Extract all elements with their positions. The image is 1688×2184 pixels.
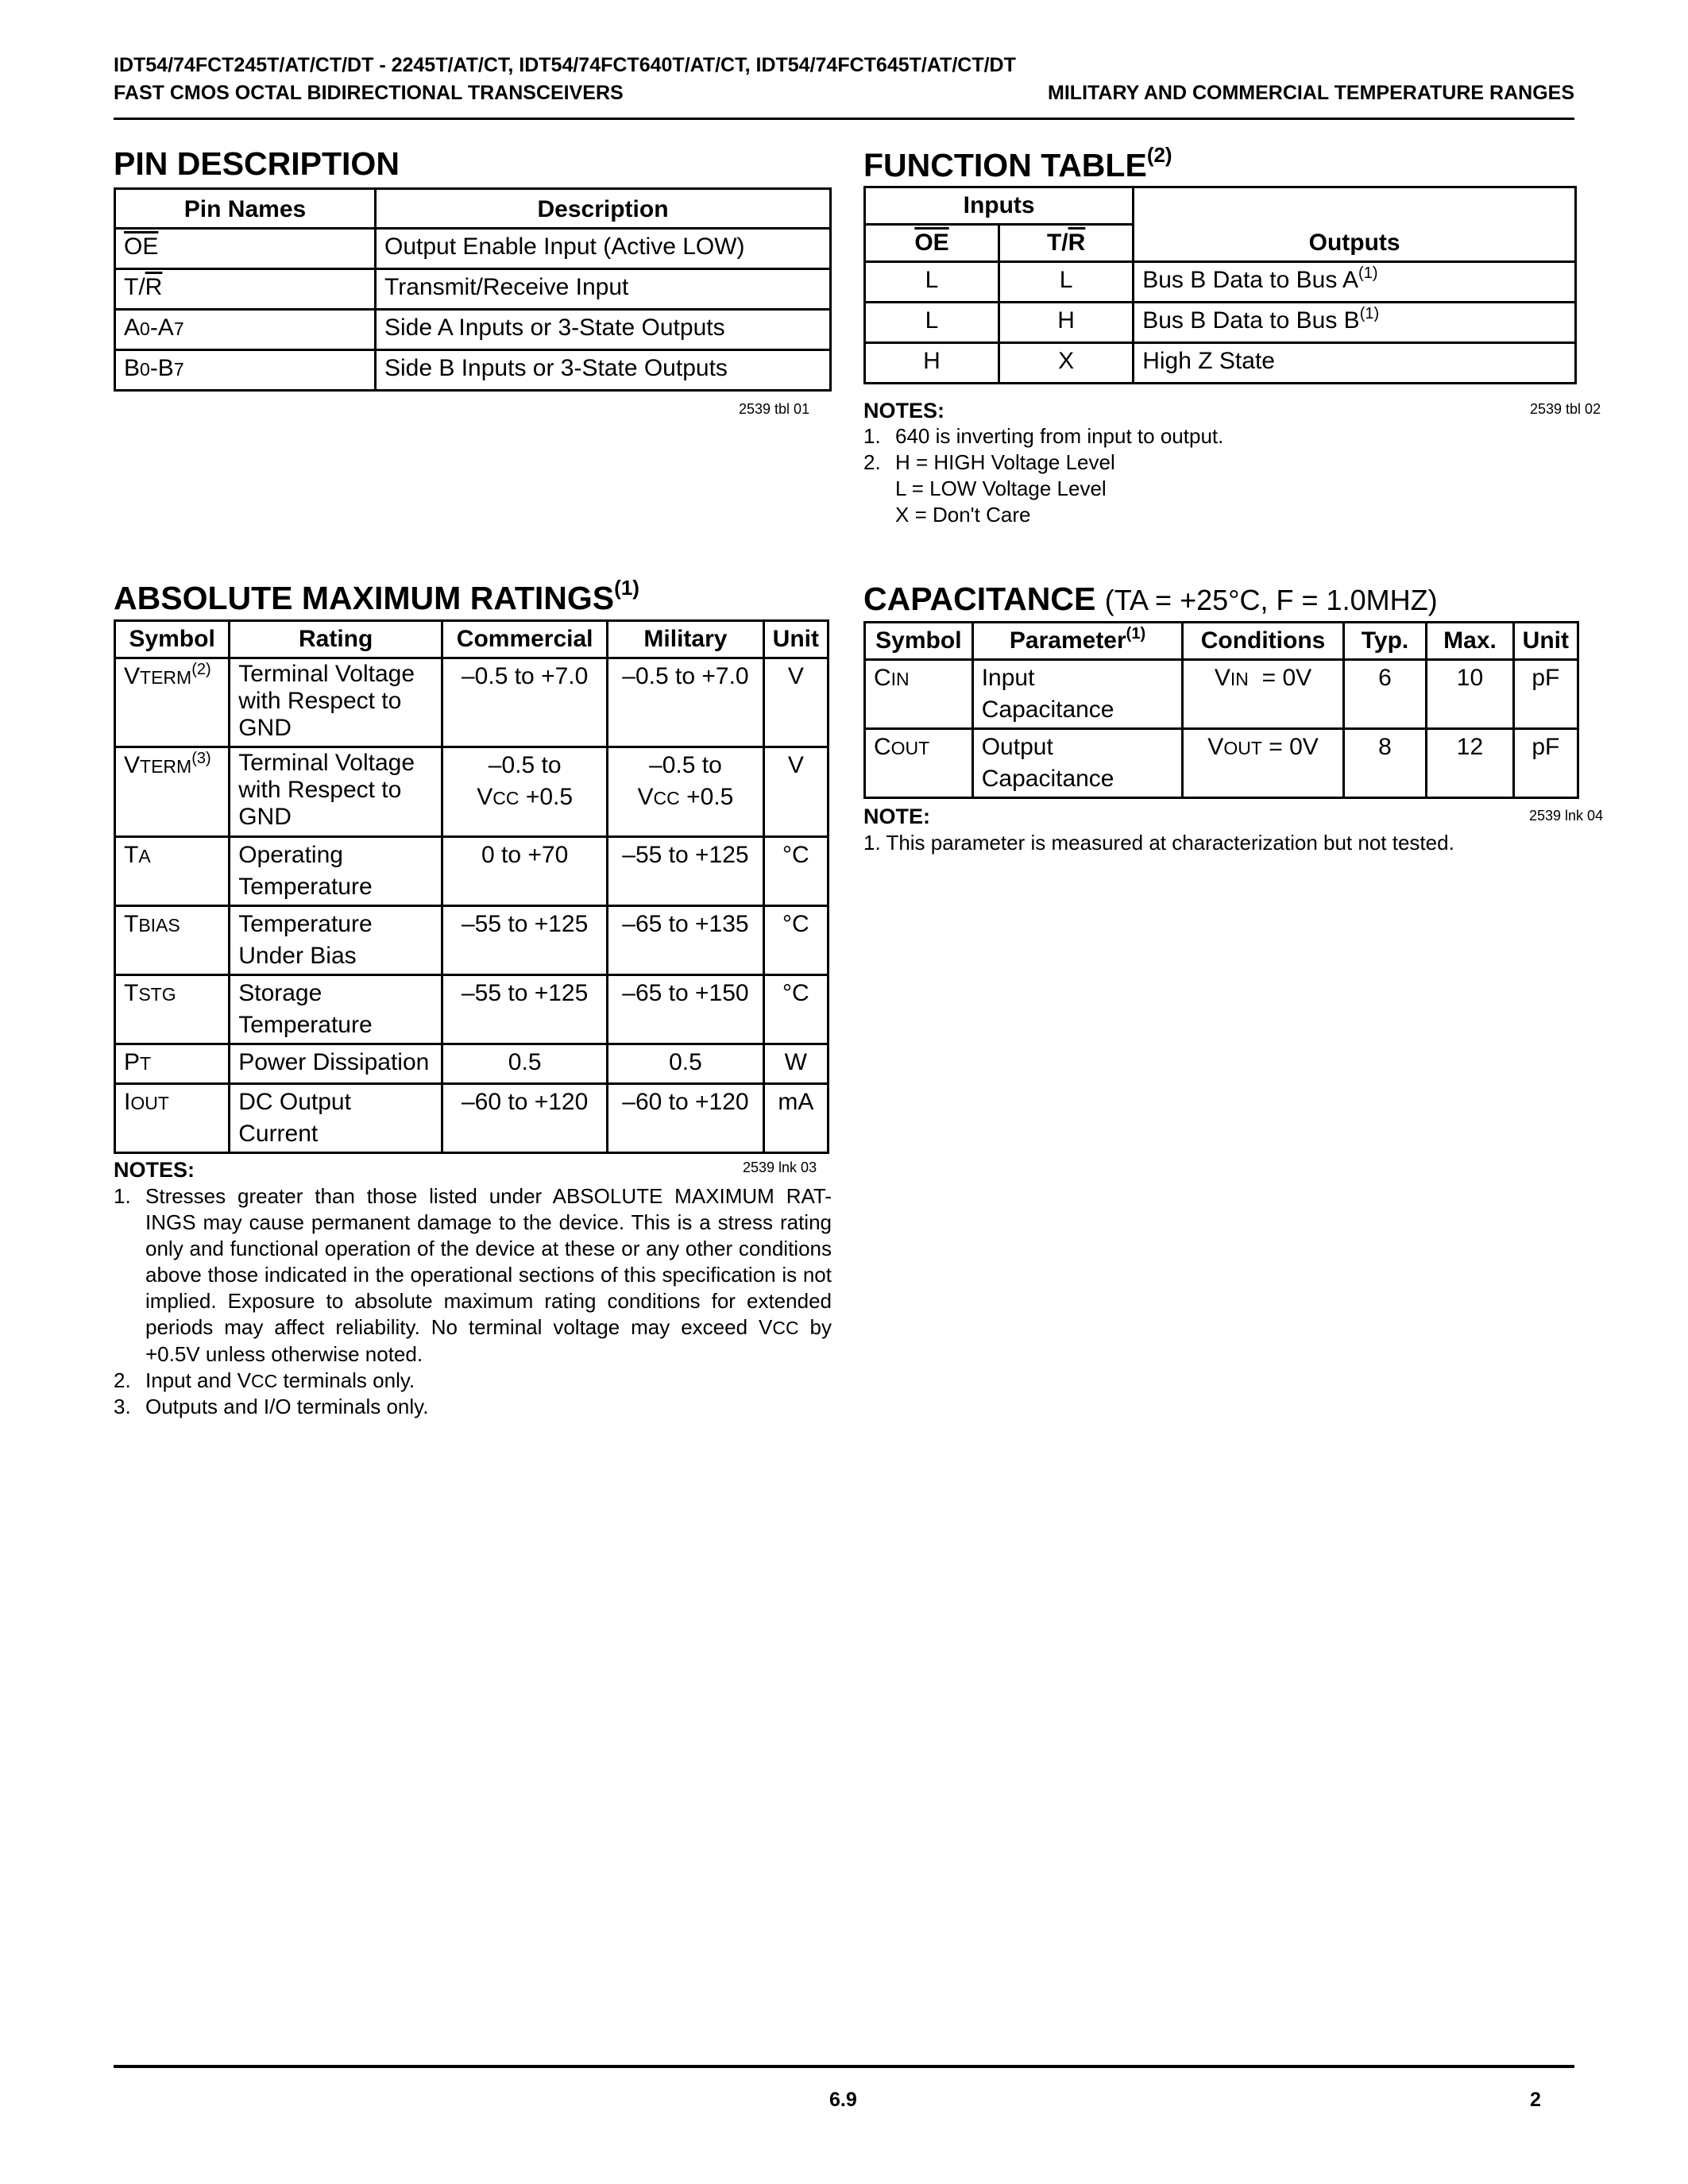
pin-description: Side B Inputs or 3-State Outputs bbox=[376, 350, 831, 391]
cell-output: Bus B Data to Bus $A^{(1)}$ bbox=[1134, 262, 1576, 303]
table-row bbox=[865, 343, 1576, 384]
pin-name: $T/\overline{R}$ bbox=[115, 269, 376, 310]
col-header-conditions: Conditions bbox=[1183, 623, 1343, 660]
cell-symbol: PT bbox=[115, 1044, 230, 1084]
cell-military: –65 to +135 bbox=[608, 906, 763, 975]
cell-rating: DC Output Current bbox=[230, 1084, 442, 1153]
cell-unit: V bbox=[763, 747, 828, 837]
cell-unit: V bbox=[763, 658, 828, 747]
col-header-description: Description bbox=[376, 189, 831, 229]
cell-commercial: –0.5 to +7.0 bbox=[442, 658, 608, 747]
pin-description-title: PIN DESCRIPTION bbox=[114, 145, 400, 182]
cell-output: Bus B Data to Bus $B^{(1)}$ bbox=[1134, 303, 1576, 343]
pin-description: Output Enable Input (Active LOW) bbox=[376, 229, 831, 269]
function-notes-heading: NOTES: bbox=[863, 399, 945, 423]
abs-max-note-1: 1. Stresses greater than those listed under ABSOLUTE MAXIMUM RAT-INGS may cause permanent damage to the device. This is a stress rating only and functional operation of the device at these or any other conditions above those indicated in the operational sections of this specification is not implied. Exposure to absolute maximum rating conditions for extended periods may affect reliability. No terminal voltage may exceed VCC by +0.5V unless otherwise noted. bbox=[114, 1184, 832, 1366]
capacitance-note-1: 1. This parameter is measured at characterization but not tested. bbox=[863, 831, 1454, 855]
table-row bbox=[115, 229, 831, 269]
cell-conditions: VOUT = 0V bbox=[1183, 729, 1343, 798]
cell-typ: 6 bbox=[1343, 660, 1427, 729]
pin-name: $\overline{OE}$ bbox=[124, 233, 159, 260]
table-row bbox=[115, 350, 831, 391]
function-note-2-line-2: L = LOW Voltage Level bbox=[895, 477, 1107, 500]
pin-description: Transmit/Receive Input bbox=[376, 269, 831, 310]
table-row bbox=[115, 1084, 829, 1153]
abs-max-title: ABSOLUTE MAXIMUM RATINGS$^{(1)}$ bbox=[114, 576, 639, 616]
pin-description-table bbox=[114, 187, 832, 392]
cell-commercial: –60 to +120 bbox=[442, 1084, 608, 1153]
cell-rating: Operating Temperature bbox=[230, 837, 442, 906]
col-header-rating: Rating bbox=[230, 621, 442, 658]
table-row bbox=[865, 729, 1578, 798]
cell-unit: W bbox=[763, 1044, 828, 1084]
function-note-2: 2. H = HIGH Voltage Level bbox=[863, 450, 1115, 474]
header-subtitle: FAST CMOS OCTAL BIDIRECTIONAL TRANSCEIVERS bbox=[114, 82, 624, 104]
pin-description: Side A Inputs or 3-State Outputs bbox=[376, 310, 831, 350]
cell-commercial: 0 to +70 bbox=[442, 837, 608, 906]
capacitance-notes-heading: NOTE: bbox=[863, 805, 930, 828]
abs-max-note-2: 2. Input and VCC terminals only. bbox=[114, 1368, 415, 1392]
cell-unit: °C bbox=[763, 906, 828, 975]
cell-unit: pF bbox=[1513, 660, 1578, 729]
table-id: 2539 lnk 03 bbox=[743, 1160, 817, 1175]
cell-symbol: COUT bbox=[865, 729, 973, 798]
table-id: 2539 lnk 04 bbox=[1529, 808, 1604, 824]
outputs-header: Outputs bbox=[1134, 187, 1576, 262]
table-row bbox=[865, 303, 1576, 343]
page-number: 2 bbox=[1530, 2089, 1541, 2111]
col-header-symbol: Symbol bbox=[865, 623, 973, 660]
table-row bbox=[115, 658, 829, 747]
cell-symbol: VTERM$^{(3)}$ bbox=[115, 747, 230, 837]
header-rule bbox=[114, 118, 1574, 120]
abs-max-note-3: 3. Outputs and I/O terminals only. bbox=[114, 1395, 429, 1418]
col-header-symbol: Symbol bbox=[115, 621, 230, 658]
col-header-parameter: Parameter$^{(1)}$ bbox=[972, 623, 1183, 660]
cell-symbol: TA bbox=[115, 837, 230, 906]
cell-tr: L bbox=[999, 262, 1134, 303]
cell-unit: °C bbox=[763, 837, 828, 906]
cell-rating: Terminal Voltage with Respect to GND bbox=[230, 747, 442, 837]
col-header-military: Military bbox=[608, 621, 763, 658]
cell-conditions: VIN = 0V bbox=[1183, 660, 1343, 729]
inputs-header: Inputs bbox=[865, 187, 1134, 225]
cell-oe: L bbox=[865, 303, 999, 343]
cell-military: –0.5 to VCC +0.5 bbox=[608, 747, 763, 837]
cell-output: High Z State bbox=[1134, 343, 1576, 384]
capacitance-table bbox=[863, 621, 1579, 799]
cell-tr: H bbox=[999, 303, 1134, 343]
col-header-oe: $\overline{OE}$ bbox=[865, 225, 999, 262]
abs-max-notes-heading: NOTES: bbox=[114, 1158, 195, 1182]
cell-symbol: TBIAS bbox=[115, 906, 230, 975]
cell-commercial: –55 to +125 bbox=[442, 906, 608, 975]
table-row bbox=[115, 269, 831, 310]
col-header-commercial: Commercial bbox=[442, 621, 608, 658]
cell-military: –55 to +125 bbox=[608, 837, 763, 906]
col-header-unit: Unit bbox=[1513, 623, 1578, 660]
cell-oe: H bbox=[865, 343, 999, 384]
capacitance-title: CAPACITANCE (TA = +25°C, F = 1.0MHZ) bbox=[863, 581, 1438, 617]
cell-unit: pF bbox=[1513, 729, 1578, 798]
col-header-max: Max. bbox=[1427, 623, 1513, 660]
table-id: 2539 tbl 01 bbox=[739, 401, 810, 417]
table-row bbox=[115, 310, 831, 350]
col-header-typ: Typ. bbox=[1343, 623, 1427, 660]
cell-symbol: CIN bbox=[865, 660, 973, 729]
cell-oe: L bbox=[865, 262, 999, 303]
cell-max: 10 bbox=[1427, 660, 1513, 729]
cell-typ: 8 bbox=[1343, 729, 1427, 798]
table-row bbox=[115, 975, 829, 1044]
cell-parameter: Input Capacitance bbox=[972, 660, 1183, 729]
cell-unit: mA bbox=[763, 1084, 828, 1153]
table-row bbox=[115, 906, 829, 975]
cell-max: 12 bbox=[1427, 729, 1513, 798]
header-line-1: IDT54/74FCT245T/AT/CT/DT - 2245T/AT/CT, IDT54/74FCT640T/AT/CT, IDT54/74FCT645T/AT/CT/DT bbox=[114, 54, 1016, 76]
table-row bbox=[115, 837, 829, 906]
function-note-1: 1. 640 is inverting from input to output. bbox=[863, 424, 1224, 448]
table-row bbox=[865, 660, 1578, 729]
function-table-title: FUNCTION TABLE$^{(2)}$ bbox=[863, 143, 1172, 183]
cell-commercial: –0.5 to VCC +0.5 bbox=[442, 747, 608, 837]
function-table bbox=[863, 186, 1577, 384]
cell-military: –65 to +150 bbox=[608, 975, 763, 1044]
cell-military: 0.5 bbox=[608, 1044, 763, 1084]
table-row bbox=[865, 262, 1576, 303]
cell-commercial: 0.5 bbox=[442, 1044, 608, 1084]
header-temperature-range: MILITARY AND COMMERCIAL TEMPERATURE RANGES bbox=[1048, 82, 1574, 104]
cell-unit: °C bbox=[763, 975, 828, 1044]
cell-rating: Terminal Voltage with Respect to GND bbox=[230, 658, 442, 747]
cell-rating: Storage Temperature bbox=[230, 975, 442, 1044]
function-note-2-line-3: X = Don't Care bbox=[895, 503, 1031, 527]
pin-name: A0-A7 bbox=[115, 310, 376, 350]
cell-symbol: IOUT bbox=[115, 1084, 230, 1153]
col-header-unit: Unit bbox=[763, 621, 828, 658]
cell-commercial: –55 to +125 bbox=[442, 975, 608, 1044]
footer-rule bbox=[114, 2065, 1574, 2068]
cell-symbol: TSTG bbox=[115, 975, 230, 1044]
cell-symbol: VTERM$^{(2)}$ bbox=[115, 658, 230, 747]
cell-rating: Power Dissipation bbox=[230, 1044, 442, 1084]
cell-military: –60 to +120 bbox=[608, 1084, 763, 1153]
table-row bbox=[115, 747, 829, 837]
cell-rating: Temperature Under Bias bbox=[230, 906, 442, 975]
col-header-pin-names: Pin Names bbox=[115, 189, 376, 229]
cell-military: –0.5 to +7.0 bbox=[608, 658, 763, 747]
abs-max-table bbox=[114, 619, 829, 1154]
table-id: 2539 tbl 02 bbox=[1530, 401, 1601, 417]
pin-name: B0-B7 bbox=[115, 350, 376, 391]
cell-parameter: Output Capacitance bbox=[972, 729, 1183, 798]
col-header-tr: $T/\overline{R}$ bbox=[999, 225, 1134, 262]
footer-section-number: 6.9 bbox=[829, 2089, 857, 2111]
table-row bbox=[115, 1044, 829, 1084]
cell-tr: X bbox=[999, 343, 1134, 384]
